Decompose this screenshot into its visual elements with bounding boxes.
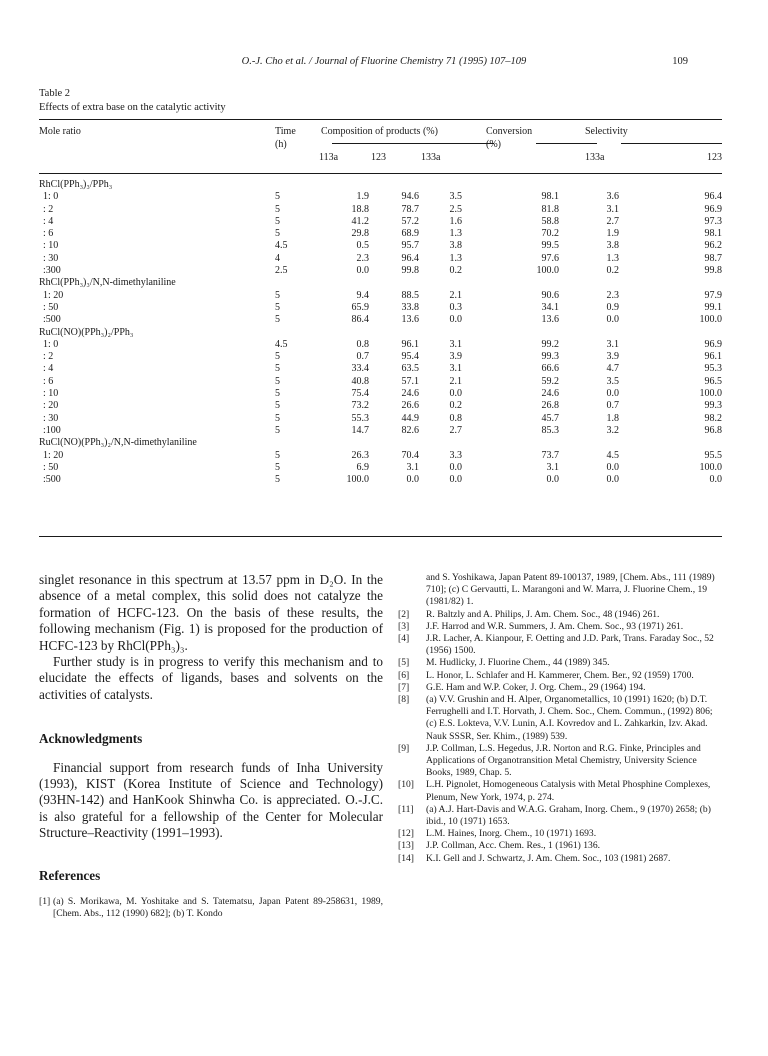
reference-text: J.P. Collman, L.S. Hegedus, J.R. Norton and R.G. Finke, Principles and Applications of Organotransition Metal Chemistry, University Science Books, 1989, Chap. 5. (426, 742, 701, 779)
cell-123: 70.4 (401, 449, 419, 461)
reference-text: J.R. Lacher, A. Kianpour, F. Oetting and J.D. Park, Trans. Faraday Soc., 52 (1956) 1500. (426, 633, 714, 657)
cell-113a: 2.3 (356, 252, 369, 264)
cell-conversion: 90.6 (541, 289, 559, 301)
cell-113a: 29.8 (351, 228, 369, 240)
cell-mole-ratio: : 6 (43, 228, 54, 240)
cell-sel-123: 96.2 (704, 240, 722, 252)
catalyst-system-label: RhCl(PPh₃)₃/PPh₃ (39, 179, 113, 190)
cell-mole-ratio: : 10 (43, 240, 59, 252)
reference-item (398, 694, 723, 743)
cell-133a: 0.0 (449, 461, 462, 473)
cell-conversion: 73.7 (541, 449, 559, 461)
cell-113a: 75.4 (351, 388, 369, 400)
table-row (39, 450, 722, 462)
reference-text: L. Honor, L. Schlafer and H. Kammerer, Chem. Ber., 92 (1959) 1700. (426, 669, 694, 681)
catalyst-group-row (39, 179, 722, 191)
cell-133a: 3.9 (449, 351, 462, 363)
cell-conversion: 100.0 (536, 265, 559, 277)
cell-sel-123: 100.0 (699, 388, 722, 400)
cell-sel-133a: 0.0 (606, 461, 619, 473)
cell-mole-ratio: 1: 20 (43, 449, 64, 461)
cell-sel-133a: 4.5 (606, 449, 619, 461)
cell-time: 5 (275, 203, 280, 215)
cell-mole-ratio: 1: 0 (43, 338, 59, 350)
col-time-unit: (h) (275, 139, 287, 150)
cell-sel-133a: 0.0 (606, 314, 619, 326)
cell-mole-ratio: :300 (43, 265, 61, 277)
cell-time: 5 (275, 449, 280, 461)
cell-mole-ratio: :100 (43, 424, 61, 436)
cell-time: 5 (275, 228, 280, 240)
catalyst-group-row (39, 327, 722, 339)
cell-sel-123: 95.3 (704, 363, 722, 375)
cell-113a: 65.9 (351, 301, 369, 313)
right-column (398, 572, 723, 865)
cell-mole-ratio: 1: 20 (43, 289, 64, 301)
reference-number: [14] (398, 852, 414, 864)
cell-113a: 40.8 (351, 375, 369, 387)
reference-item (398, 621, 723, 633)
cell-conversion: 45.7 (541, 412, 559, 424)
col-conversion: Conversion (486, 126, 533, 137)
cell-time: 4.5 (275, 338, 288, 350)
cell-sel-133a: 4.7 (606, 363, 619, 375)
cell-sel-123: 96.8 (704, 424, 722, 436)
cell-mole-ratio: 1: 0 (43, 191, 59, 203)
cell-sel-123: 99.1 (704, 301, 722, 313)
cell-133a: 1.3 (449, 228, 462, 240)
table-row (39, 376, 722, 388)
cell-113a: 18.8 (351, 203, 369, 215)
cell-133a: 3.1 (449, 338, 462, 350)
reference-item (398, 743, 723, 780)
col-time: Time (275, 126, 296, 137)
cell-113a: 0.7 (356, 351, 369, 363)
cell-sel-133a: 0.7 (606, 400, 619, 412)
cell-sel-133a: 0.0 (606, 388, 619, 400)
cell-sel-123: 98.1 (704, 228, 722, 240)
table-row (39, 191, 722, 203)
table-row (39, 314, 722, 326)
catalyst-system-label: RhCl(PPh₃)₃/N,N-dimethylaniline (39, 277, 176, 289)
cell-133a: 3.5 (449, 191, 462, 203)
sub-sel-123: 123 (707, 152, 722, 163)
table-body (39, 179, 722, 486)
catalyst-group-row (39, 437, 722, 449)
cell-sel-123: 96.9 (704, 338, 722, 350)
cell-time: 2.5 (275, 265, 288, 277)
cell-113a: 26.3 (351, 449, 369, 461)
cell-sel-133a: 0.2 (606, 265, 619, 277)
cell-time: 4 (275, 252, 280, 264)
cell-113a: 0.0 (356, 265, 369, 277)
col-mole-ratio: Mole ratio (39, 126, 81, 137)
cell-sel-133a: 1.3 (606, 252, 619, 264)
reference-number: [3] (398, 620, 410, 632)
cell-conversion: 3.1 (546, 461, 559, 473)
sub-133a: 133a (421, 152, 441, 163)
running-title: O.-J. Cho et al. / Journal of Fluorine Chemistry 71 (1995) 107–109 (241, 56, 527, 67)
cell-113a: 9.4 (356, 289, 369, 301)
cell-sel-123: 98.2 (704, 412, 722, 424)
cell-sel-123: 0.0 (709, 474, 722, 486)
cell-conversion: 99.5 (541, 240, 559, 252)
table-row (39, 339, 722, 351)
cell-sel-123: 96.9 (704, 203, 722, 215)
cell-133a: 0.0 (449, 314, 462, 326)
reference-text: R. Baltzly and A. Philips, J. Am. Chem. Soc., 48 (1946) 261. (426, 608, 660, 620)
reference-text: J.P. Collman, Acc. Chem. Res., 1 (1961) 136. (426, 840, 601, 852)
reference-text: (a) A.J. Hart-Davis and W.A.G. Graham, Inorg. Chem., 9 (1970) 2658; (b) ibid., 10 (1971) 1653. (426, 803, 711, 828)
cell-time: 5 (275, 461, 280, 473)
cell-123: 94.6 (401, 191, 419, 203)
cell-sel-123: 97.3 (704, 215, 722, 227)
reference-text: L.H. Pignolet, Homogeneous Catalysis with Metal Phosphine Complexes, Plenum, New York, 1974, p. 274. (426, 779, 711, 803)
cell-123: 44.9 (401, 412, 419, 424)
reference-1 (39, 896, 383, 920)
cell-113a: 100.0 (346, 474, 369, 486)
table-row (39, 425, 722, 437)
cell-sel-133a: 0.0 (606, 474, 619, 486)
header-row-3 (39, 152, 722, 165)
reference-number: [12] (398, 828, 414, 840)
table-row (39, 302, 722, 314)
reference-1-continued: and S. Yoshikawa, Japan Patent 89-100137, 1989, [Chem. Abs., 111 (1989) 710]; (c) C Gervautti, L. Marangoni and W. Marra, J. Fluorine Chem., 19 (1981/82) 1. (426, 572, 715, 608)
table-row (39, 204, 722, 216)
body-paragraph-2: Further study is in progress to verify this mechanism and to elucidate the effects of ligands, bases and solvents on the activities of catalysts. (39, 654, 383, 702)
cell-133a: 1.3 (449, 252, 462, 264)
table-bottom-rule (39, 536, 722, 537)
cell-123: 78.7 (401, 203, 419, 215)
cell-123: 24.6 (401, 388, 419, 400)
cell-conversion: 13.6 (541, 314, 559, 326)
table-top-rule (39, 119, 722, 120)
cell-sel-133a: 3.2 (606, 424, 619, 436)
reference-text: M. Hudlicky, J. Fluorine Chem., 44 (1989) 345. (426, 657, 610, 669)
cell-113a: 1.9 (356, 191, 369, 203)
col-conversion-unit: (%) (486, 139, 501, 150)
cell-conversion: 81.8 (541, 203, 559, 215)
reference-number: [4] (398, 633, 410, 645)
reference-text: J.F. Harrod and W.R. Summers, J. Am. Chem. Soc., 93 (1971) 261. (426, 620, 684, 632)
cell-mole-ratio: : 50 (43, 461, 59, 473)
cell-sel-133a: 2.3 (606, 289, 619, 301)
table-row (39, 290, 722, 302)
cell-133a: 0.2 (449, 265, 462, 277)
cell-sel-123: 97.9 (704, 289, 722, 301)
cell-123: 68.9 (401, 228, 419, 240)
catalyst-group-row (39, 277, 722, 289)
reference-number: [6] (398, 669, 410, 681)
reference-text: G.E. Ham and W.P. Coker, J. Org. Chem., 29 (1964) 194. (426, 681, 646, 693)
cell-conversion: 99.2 (541, 338, 559, 350)
table-title: Effects of extra base on the catalytic activity (39, 102, 226, 113)
catalyst-system-label: RuCl(NO)(PPh₃)₂/N,N-dimethylaniline (39, 437, 197, 449)
cell-133a: 0.2 (449, 400, 462, 412)
cell-mole-ratio: : 4 (43, 215, 54, 227)
sub-113a: 113a (319, 152, 339, 163)
cell-133a: 0.8 (449, 412, 462, 424)
cell-mole-ratio: : 20 (43, 400, 59, 412)
reference-text: (a) S. Morikawa, M. Yoshitake and S. Tatematsu, Japan Patent 89-258631, 1989, [Chem. Abs., 112 (1990) 682]; (b) T. Kondo (53, 896, 383, 920)
reference-number: [13] (398, 840, 414, 852)
table-row (39, 351, 722, 363)
cell-time: 4.5 (275, 240, 288, 252)
cell-133a: 3.3 (449, 449, 462, 461)
reference-item (398, 779, 723, 803)
cell-123: 33.8 (401, 301, 419, 313)
table-row (39, 228, 722, 240)
cell-133a: 0.0 (449, 474, 462, 486)
cell-time: 5 (275, 363, 280, 375)
page-number: 109 (672, 56, 688, 67)
catalyst-system-label: RuCl(NO)(PPh₃)₂/PPh₃ (39, 326, 134, 338)
left-column (39, 572, 383, 921)
header-row-1 (39, 126, 722, 139)
cell-sel-123: 100.0 (699, 314, 722, 326)
cell-conversion: 26.8 (541, 400, 559, 412)
cell-conversion: 58.8 (541, 215, 559, 227)
sub-sel-133a: 133a (585, 152, 605, 163)
cell-sel-133a: 3.8 (606, 240, 619, 252)
cell-mole-ratio: : 30 (43, 412, 59, 424)
reference-number: [7] (398, 681, 410, 693)
reference-item (398, 633, 723, 657)
cell-123: 63.5 (401, 363, 419, 375)
cell-mole-ratio: : 30 (43, 252, 59, 264)
acknowledgments-heading: Acknowledgments (39, 731, 143, 747)
cell-sel-123: 99.8 (704, 265, 722, 277)
header-row-2 (39, 139, 722, 152)
cell-sel-133a: 0.9 (606, 301, 619, 313)
cell-conversion: 59.2 (541, 375, 559, 387)
reference-item (398, 682, 723, 694)
cell-133a: 2.7 (449, 424, 462, 436)
cell-time: 5 (275, 351, 280, 363)
cell-123: 57.2 (401, 215, 419, 227)
body-paragraph-1: singlet resonance in this spectrum at 13.57 ppm in D₂O. In the absence of a metal complex, this solid does not catalyze the formation of HCFC-123. On the basis of these results, the following mechanism (Fig. 1) is proposed for the production of HCFC-123 by RhCl(PPh₃)₃. (39, 572, 383, 653)
cell-113a: 6.9 (356, 461, 369, 473)
cell-sel-133a: 3.6 (606, 191, 619, 203)
cell-time: 5 (275, 412, 280, 424)
reference-item (398, 657, 723, 669)
cell-123: 95.4 (401, 351, 419, 363)
cell-113a: 41.2 (351, 215, 369, 227)
cell-conversion: 85.3 (541, 424, 559, 436)
reference-item (398, 840, 723, 852)
cell-133a: 0.3 (449, 301, 462, 313)
reference-number: [10] (398, 779, 414, 791)
cell-time: 5 (275, 375, 280, 387)
running-header (0, 56, 768, 70)
cell-sel-133a: 2.7 (606, 215, 619, 227)
reference-text: K.I. Gell and J. Schwartz, J. Am. Chem. Soc., 103 (1981) 2687. (426, 852, 671, 864)
cell-113a: 55.3 (351, 412, 369, 424)
table-row (39, 240, 722, 252)
cell-sel-123: 96.5 (704, 375, 722, 387)
cell-123: 96.1 (401, 338, 419, 350)
cell-conversion: 66.6 (541, 363, 559, 375)
cell-time: 5 (275, 474, 280, 486)
table-row (39, 253, 722, 265)
table-row (39, 363, 722, 375)
reference-number: [2] (398, 608, 410, 620)
cell-mole-ratio: : 6 (43, 375, 54, 387)
cell-123: 82.6 (401, 424, 419, 436)
cell-113a: 14.7 (351, 424, 369, 436)
cell-123: 3.1 (406, 461, 419, 473)
cell-113a: 73.2 (351, 400, 369, 412)
reference-number: [1] (39, 896, 51, 908)
cell-time: 5 (275, 301, 280, 313)
cell-conversion: 70.2 (541, 228, 559, 240)
cell-113a: 33.4 (351, 363, 369, 375)
cell-123: 96.4 (401, 252, 419, 264)
cell-123: 95.7 (401, 240, 419, 252)
reference-item (398, 670, 723, 682)
col-composition: Composition of products (%) (321, 126, 438, 137)
cell-mole-ratio: : 50 (43, 301, 59, 313)
cell-mole-ratio: : 10 (43, 388, 59, 400)
cell-sel-123: 96.4 (704, 191, 722, 203)
cell-sel-133a: 3.5 (606, 375, 619, 387)
reference-text: (a) V.V. Grushin and H. Alper, Organometallics, 10 (1991) 1620; (b) D.T. Ferrughelli and I.T. Horvath, J. Chem. Soc., Chem. Commun., (1992) 806; (c) E.S. Lokteva, V.V. Lunin, A.I. Kovredov and L. Zahkarkin, Izv. Akad. Nauk SSSR, Ser. Khim., (1989) 539. (426, 694, 713, 742)
cell-sel-123: 95.5 (704, 449, 722, 461)
cell-123: 99.8 (401, 265, 419, 277)
cell-123: 13.6 (401, 314, 419, 326)
cell-sel-123: 100.0 (699, 461, 722, 473)
cell-time: 5 (275, 191, 280, 203)
cell-123: 88.5 (401, 289, 419, 301)
cell-mole-ratio: :500 (43, 474, 61, 486)
table-row (39, 413, 722, 425)
cell-sel-133a: 3.9 (606, 351, 619, 363)
reference-item (398, 853, 723, 865)
cell-time: 5 (275, 400, 280, 412)
cell-mole-ratio: :500 (43, 314, 61, 326)
acknowledgments-text: Financial support from research funds of Inha University (1993), KIST (Korea Institute of Science and Technology) (93HN-142) and HanKook Shinwha Co. is appreciated. O.-J.C. is also grateful for a fellowship of the Center for Molecular Structure–Reactivity (1991–1993). (39, 759, 383, 841)
cell-133a: 0.0 (449, 388, 462, 400)
cell-133a: 1.6 (449, 215, 462, 227)
reference-number: [5] (398, 657, 410, 669)
cell-123: 26.6 (401, 400, 419, 412)
table-row (39, 265, 722, 277)
cell-113a: 86.4 (351, 314, 369, 326)
cell-mole-ratio: : 4 (43, 363, 54, 375)
reference-item (398, 828, 723, 840)
cell-sel-133a: 1.8 (606, 412, 619, 424)
cell-113a: 0.5 (356, 240, 369, 252)
table-label: Table 2 (39, 88, 71, 99)
cell-conversion: 98.1 (541, 191, 559, 203)
table-row (39, 462, 722, 474)
data-table (39, 126, 722, 486)
table-row (39, 388, 722, 400)
cell-123: 57.1 (401, 375, 419, 387)
cell-mole-ratio: : 2 (43, 203, 54, 215)
cell-123: 0.0 (406, 474, 419, 486)
table-row (39, 216, 722, 228)
table-caption (39, 87, 226, 115)
sub-123: 123 (371, 152, 386, 163)
cell-133a: 3.1 (449, 363, 462, 375)
cell-conversion: 97.6 (541, 252, 559, 264)
cell-time: 5 (275, 388, 280, 400)
table-row (39, 400, 722, 412)
cell-time: 5 (275, 215, 280, 227)
reference-item (398, 804, 723, 828)
cell-conversion: 99.3 (541, 351, 559, 363)
cell-conversion: 24.6 (541, 388, 559, 400)
col-selectivity: Selectivity (585, 126, 628, 137)
table-row (39, 474, 722, 486)
reference-number: [8] (398, 694, 410, 706)
cell-mole-ratio: : 2 (43, 351, 54, 363)
reference-list (398, 609, 723, 865)
cell-conversion: 34.1 (541, 301, 559, 313)
reference-item (398, 609, 723, 621)
cell-113a: 0.8 (356, 338, 369, 350)
cell-133a: 3.8 (449, 240, 462, 252)
cell-sel-123: 98.7 (704, 252, 722, 264)
cell-sel-123: 99.3 (704, 400, 722, 412)
cell-sel-133a: 3.1 (606, 338, 619, 350)
references-heading: References (39, 867, 101, 883)
reference-number: [9] (398, 742, 410, 754)
cell-time: 5 (275, 424, 280, 436)
cell-sel-133a: 3.1 (606, 203, 619, 215)
cell-sel-133a: 1.9 (606, 228, 619, 240)
cell-133a: 2.1 (449, 289, 462, 301)
reference-number: [11] (398, 803, 414, 815)
cell-time: 5 (275, 289, 280, 301)
reference-text: L.M. Haines, Inorg. Chem., 10 (1971) 1693. (426, 828, 597, 840)
cell-time: 5 (275, 314, 280, 326)
cell-sel-123: 96.1 (704, 351, 722, 363)
cell-133a: 2.1 (449, 375, 462, 387)
cell-conversion: 0.0 (546, 474, 559, 486)
cell-133a: 2.5 (449, 203, 462, 215)
